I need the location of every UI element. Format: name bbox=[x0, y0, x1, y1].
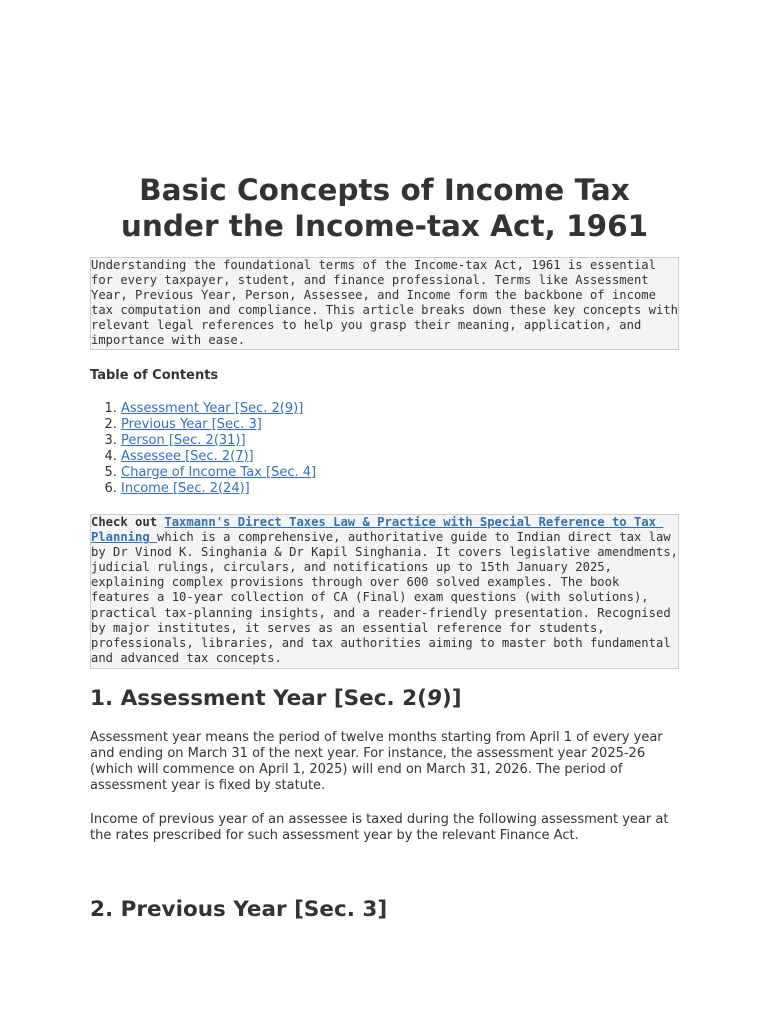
section-heading-previous-year: 2. Previous Year [Sec. 3] bbox=[90, 897, 388, 922]
section-paragraph: Assessment year means the period of twelve months starting from April 1 of every year and ending on March 31 of the next year. For instance, the assessment year 2025-26 (which will commence on April 1, 2025) will end on March 31, 2026. The period of assessment year is fixed by statute. bbox=[90, 730, 663, 793]
table-of-contents bbox=[90, 401, 316, 496]
toc-item bbox=[121, 433, 316, 449]
toc-item bbox=[121, 465, 316, 481]
toc-item bbox=[121, 449, 316, 465]
promo-book-link[interactable]: Taxmann's Direct Taxes Law & Practice with Special Reference to Tax Planning bbox=[91, 515, 664, 545]
toc-item bbox=[121, 417, 316, 433]
toc-link-charge-of-income-tax[interactable]: Charge of Income Tax [Sec. 4] bbox=[121, 464, 317, 480]
toc-item bbox=[121, 401, 316, 417]
promo-box bbox=[90, 514, 686, 669]
toc-link-income[interactable]: Income [Sec. 2(24)] bbox=[121, 480, 250, 496]
intro-box bbox=[90, 257, 686, 350]
section-heading-suffix: )] bbox=[441, 686, 462, 711]
toc-link-previous-year[interactable]: Previous Year [Sec. 3] bbox=[121, 416, 262, 432]
page-title: Basic Concepts of Income Tax under the Income-tax Act, 1961 bbox=[120, 173, 649, 243]
toc-item bbox=[121, 481, 316, 497]
toc-link-assessment-year[interactable]: Assessment Year [Sec. 2(9)] bbox=[121, 401, 304, 416]
toc-link-person[interactable]: Person [Sec. 2(31)] bbox=[121, 432, 246, 448]
toc-heading: Table of Contents bbox=[90, 368, 219, 383]
intro-text: Understanding the foundational terms of the Income-tax Act, 1961 is essential for every taxpayer, student, and finance professional. Terms like Assessment Year, Previous Year, Person, Assessee, and Income form the backbone of income tax computation and compliance. This article breaks down these key concepts with relevant legal references to help you grasp their meaning, application, and importance with ease. bbox=[91, 258, 686, 348]
promo-text: which is a comprehensive, authoritative guide to Indian direct tax law by Dr Vinod K. Singhania & Dr Kapil Singhania. It covers legislative amendments, judicial rulings, circulars, and notifications up to 15th January 2025, explaining complex provisions through over 600 solved examples. The book features a 10-year collection of CA (Final) exam questions (with solutions), practical tax-planning insights, and a reader-friendly presentation. Recognised by major institutes, it serves as an essential reference for students, professionals, libraries, and tax authorities aiming to master both fundamental and advanced tax concepts. bbox=[91, 530, 686, 665]
promo-prefix: Check out bbox=[91, 515, 165, 529]
section-heading-assessment-year bbox=[90, 686, 462, 712]
section-heading-prefix: 1. Assessment Year [Sec. 2( bbox=[90, 686, 427, 711]
toc-link-assessee[interactable]: Assessee [Sec. 2(7)] bbox=[121, 448, 254, 464]
section-heading-italic: 9 bbox=[426, 686, 442, 711]
section-paragraph: Income of previous year of an assessee is taxed during the following assessment year at the rates prescribed for such assessment year by the relevant Finance Act. bbox=[90, 812, 669, 843]
